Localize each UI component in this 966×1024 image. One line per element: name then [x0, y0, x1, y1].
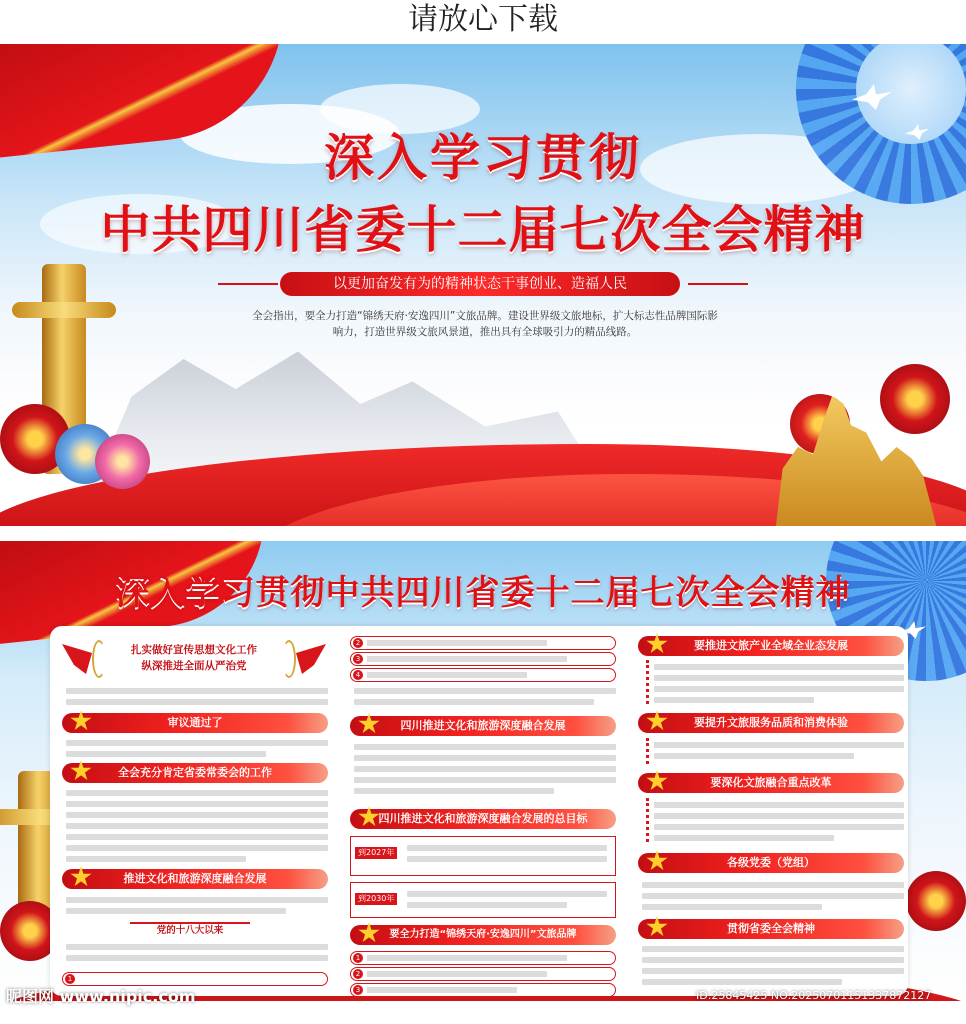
- peony-icon: [906, 871, 966, 931]
- site-watermark: 昵图网 www.nipic.com: [6, 987, 196, 1006]
- star-icon: [646, 633, 668, 655]
- intro-line: 响力，打造世界级文旅风景道，推出具有全球吸引力的精品线路。: [332, 326, 638, 338]
- numbered-item: [350, 652, 616, 666]
- wreath-icon: [92, 640, 106, 678]
- section-header: [62, 869, 328, 889]
- image-id-label: ID:25845425 NO:20250701151337872127: [696, 989, 932, 1002]
- section-header-label: 要推进文旅产业全域全业态发展: [694, 639, 848, 652]
- section-header: [638, 919, 904, 939]
- item-number: 2: [353, 638, 363, 648]
- numbered-item: [350, 951, 616, 965]
- section-header: [62, 713, 328, 733]
- item-number: 1: [353, 953, 363, 963]
- star-icon: [70, 710, 92, 732]
- peony-icon: [95, 434, 150, 489]
- peony-icon: [880, 364, 950, 434]
- star-icon: [358, 922, 380, 944]
- section-header-label: 四川推进文化和旅游深度融合发展: [400, 719, 566, 732]
- badge-line: 纵深推进全面从严治党: [141, 660, 247, 672]
- subtitle-bar: 以更加奋发有为的精神状态干事创业、造福人民: [280, 272, 680, 296]
- star-icon: [646, 850, 668, 872]
- main-title-line1: 深入学习贯彻: [324, 129, 642, 187]
- section-header: [350, 925, 616, 945]
- section-header-label: 各级党委（党组）: [727, 856, 815, 869]
- year-tag: 到2027年: [355, 847, 397, 859]
- red-flag-icon: [296, 644, 326, 674]
- goal-box: [350, 882, 616, 918]
- item-number: 4: [353, 670, 363, 680]
- numbered-item: [350, 983, 616, 997]
- star-icon: [646, 916, 668, 938]
- red-flag-icon: [62, 644, 92, 674]
- board-title: 深入学习贯彻中共四川省委十二届七次全会精神: [115, 573, 851, 613]
- intro-text: [225, 308, 745, 340]
- slogan-badge: [62, 636, 326, 682]
- numbered-item: [62, 972, 328, 986]
- main-title-line2: 中共四川省委十二届七次全会精神: [100, 201, 866, 259]
- section-header: [638, 853, 904, 873]
- section-header-label: 要全力打造“锦绣天府·安逸四川”文旅品牌: [389, 929, 577, 940]
- section-header: [62, 763, 328, 783]
- section-header-label: 全会充分肯定省委常委会的工作: [118, 766, 272, 779]
- numbered-item: [350, 967, 616, 981]
- goal-box: [350, 836, 616, 876]
- section-header-label: 四川推进文化和旅游深度融合发展的总目标: [378, 812, 588, 825]
- section-header: [638, 713, 904, 733]
- wreath-icon: [282, 640, 296, 678]
- section-header: [350, 716, 616, 736]
- badge-text: [106, 642, 282, 674]
- item-number: 3: [353, 985, 363, 995]
- item-number: 1: [65, 974, 75, 984]
- mini-section-title: 党的十八大以来: [130, 922, 250, 938]
- section-header-label: 贯彻省委全会精神: [727, 922, 815, 935]
- item-number: 3: [353, 654, 363, 664]
- section-header-label: 审议通过了: [167, 716, 223, 729]
- item-number: 2: [353, 969, 363, 979]
- star-icon: [646, 770, 668, 792]
- section-header: [638, 773, 904, 793]
- year-tag: 到2030年: [355, 893, 397, 905]
- star-icon: [358, 713, 380, 735]
- section-header-label: 推进文化和旅游深度融合发展: [123, 872, 267, 885]
- intro-line: 全会指出，要全力打造“锦绣天府·安逸四川”文旅品牌。建设世界级文旅地标，扩大标志性品牌国际影: [252, 310, 718, 322]
- section-header-label: 要提升文旅服务品质和消费体验: [694, 716, 848, 729]
- star-icon: [358, 806, 380, 828]
- page-caption: 请放心下载: [408, 2, 558, 37]
- numbered-item: [350, 636, 616, 650]
- star-icon: [70, 760, 92, 782]
- star-icon: [70, 866, 92, 888]
- section-header: [638, 636, 904, 656]
- section-header-label: 要深化文旅融合重点改革: [710, 776, 832, 789]
- badge-line: 扎实做好宣传思想文化工作: [131, 644, 257, 656]
- numbered-item: [350, 668, 616, 682]
- section-header: [350, 809, 616, 829]
- star-icon: [646, 710, 668, 732]
